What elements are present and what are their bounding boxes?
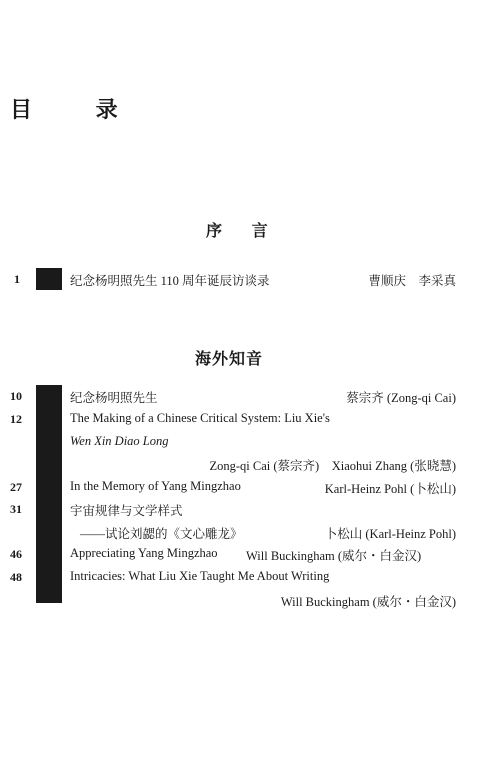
entry-title-continued[interactable]: Wen Xin Diao Long xyxy=(70,434,169,448)
entry-page-number: 10 xyxy=(10,389,22,403)
entry-authors: Karl-Heinz Pohl (卜松山) xyxy=(324,482,456,496)
entry-title[interactable]: 纪念杨明照先生 xyxy=(70,391,158,405)
entry-title[interactable]: 宇宙规律与文学样式 xyxy=(70,504,183,518)
marker-bar xyxy=(36,268,62,290)
entry-authors: Zong-qi Cai (蔡宗齐) Xiaohui Zhang (张晓慧) xyxy=(209,459,456,473)
entry-page-number: 48 xyxy=(10,570,22,584)
entry-authors: 蔡宗齐 (Zong-qi Cai) xyxy=(346,391,456,405)
entry-page-number: 12 xyxy=(10,412,22,426)
entry-authors: 卜松山 (Karl-Heinz Pohl) xyxy=(324,527,456,541)
entry-subtitle[interactable]: ——试论刘勰的《文心雕龙》 xyxy=(80,527,243,541)
entry-page-number: 31 xyxy=(10,502,22,516)
entry-title[interactable]: In the Memory of Yang Mingzhao xyxy=(70,479,241,493)
entry-authors: 曹顺庆 李采真 xyxy=(368,274,456,288)
entry-page-number: 46 xyxy=(10,547,22,561)
section-title-preface: 序 言 xyxy=(206,221,280,240)
entry-authors: Will Buckingham (威尔・白金汉) xyxy=(280,595,456,609)
entry-authors: Will Buckingham (威尔・白金汉) xyxy=(246,549,422,563)
marker-bar xyxy=(36,385,62,603)
entry-page-number: 27 xyxy=(10,480,22,494)
entry-title[interactable]: Appreciating Yang Mingzhao xyxy=(70,546,218,560)
section-title-overseas: 海外知音 xyxy=(195,349,264,368)
entry-page-number: 1 xyxy=(14,272,20,286)
entry-title[interactable]: The Making of a Chinese Critical System: Liu Xie's xyxy=(70,411,330,425)
page-title: 目 录 xyxy=(10,97,146,123)
entry-title[interactable]: Intricacies: What Liu Xie Taught Me About Writing xyxy=(70,569,330,583)
entry-title[interactable]: 纪念杨明照先生 110 周年诞辰访谈录 xyxy=(70,274,270,288)
